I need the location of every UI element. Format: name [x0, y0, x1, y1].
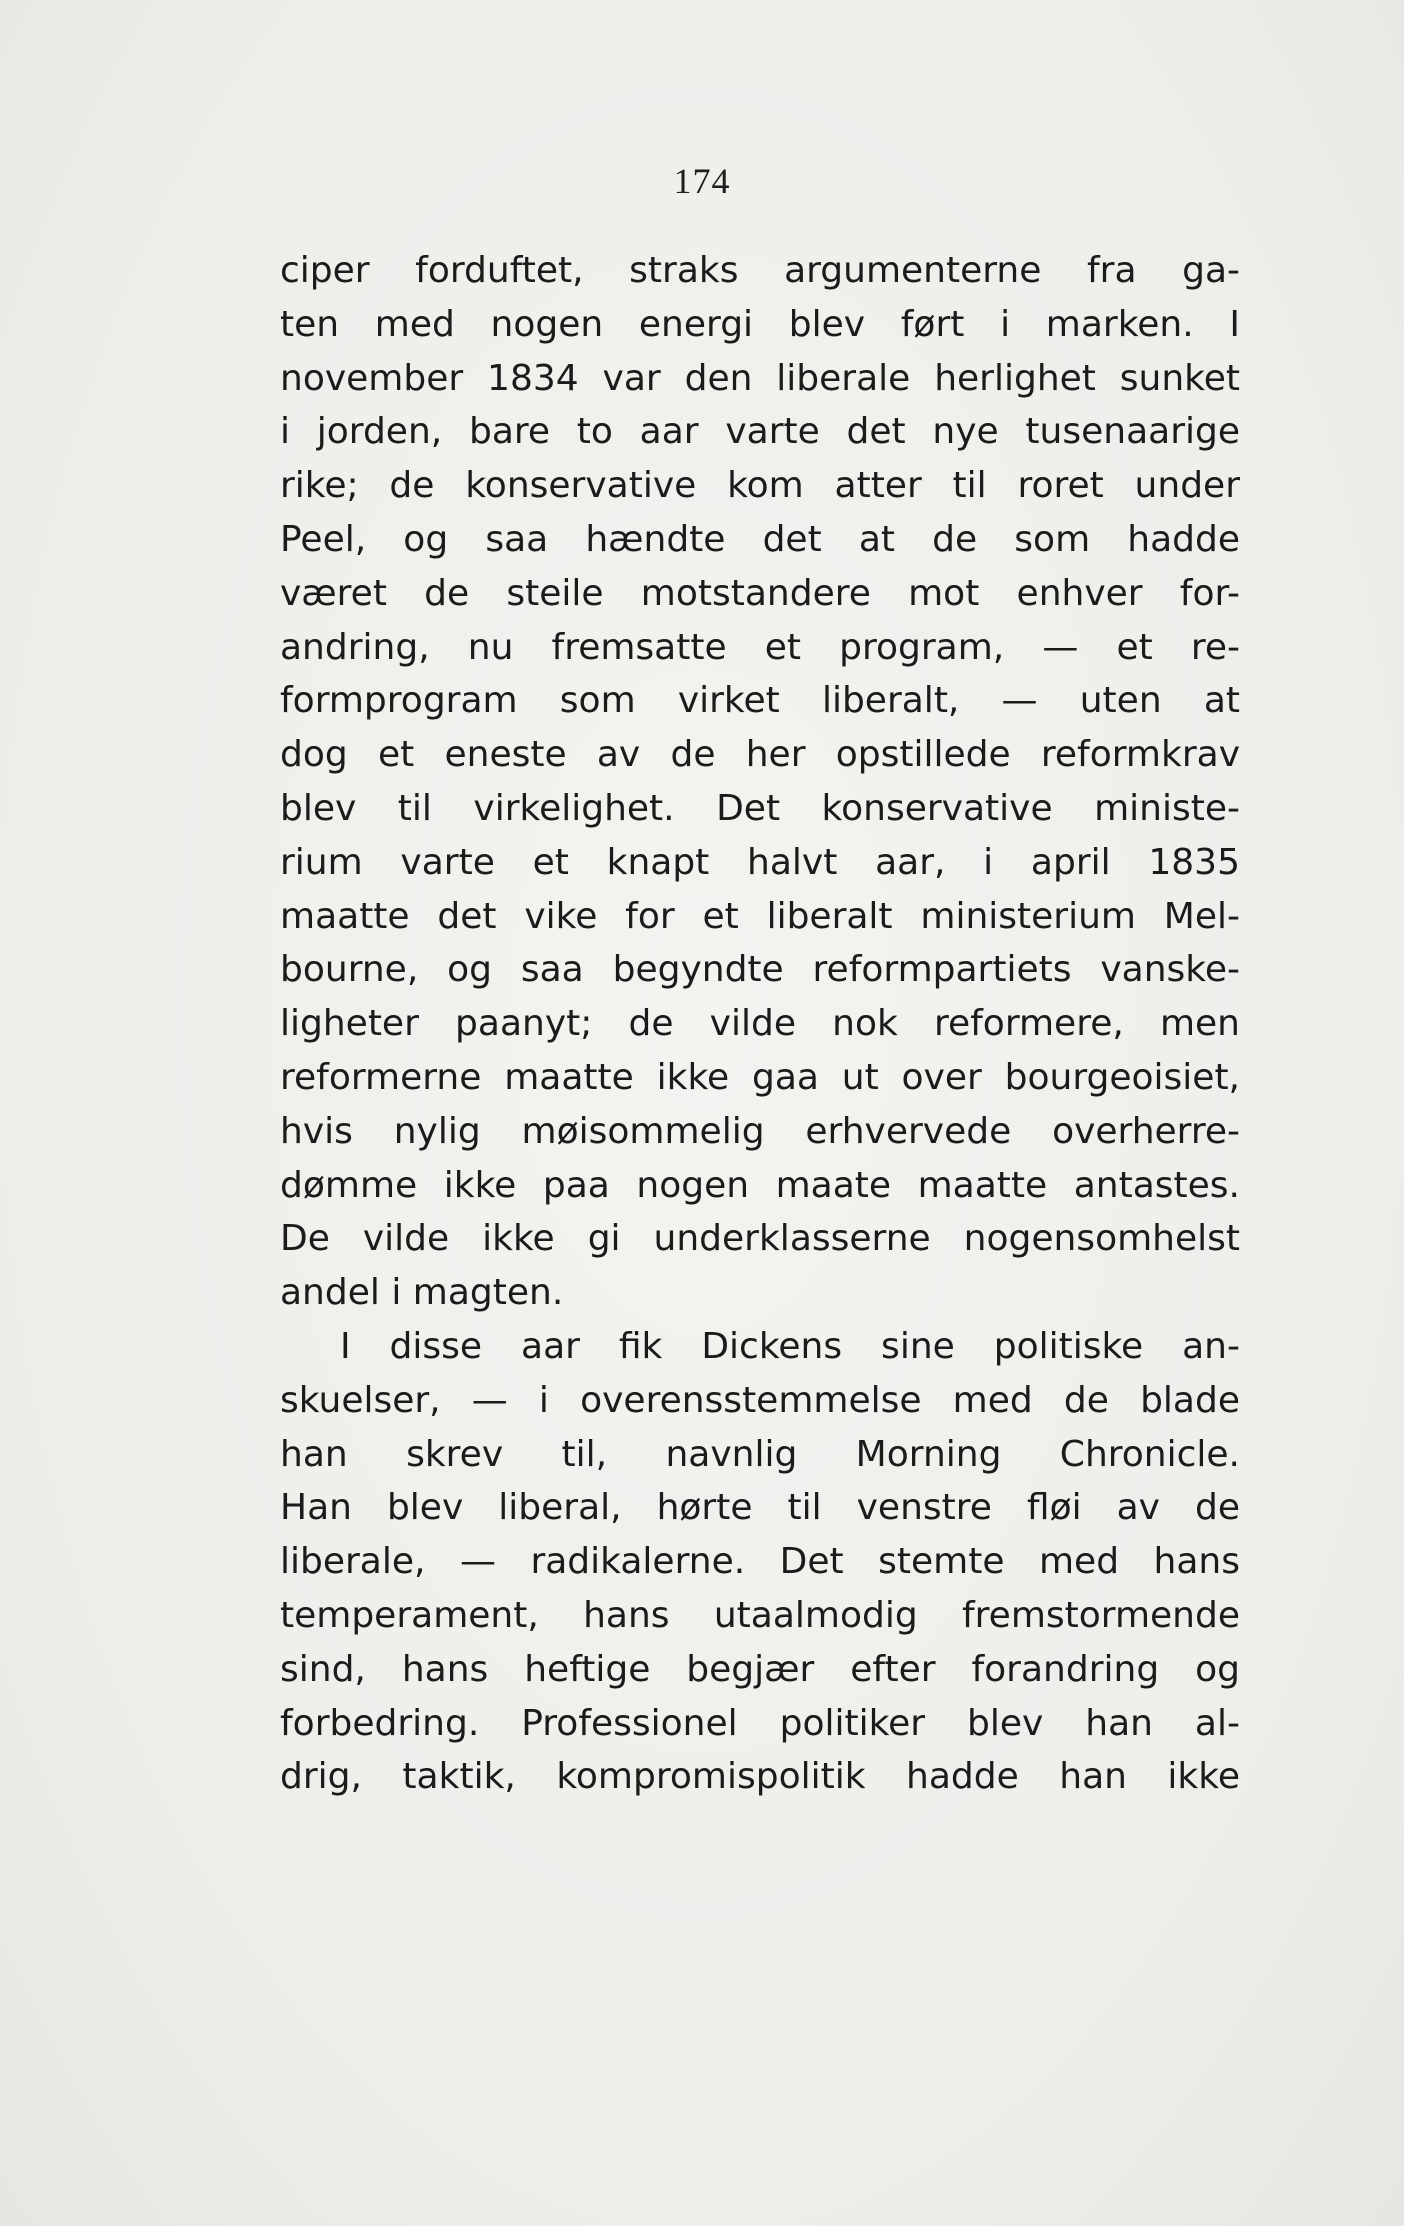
- text-line: hvis nylig møisommelig erhvervede overherre-: [280, 1110, 1240, 1152]
- text-line: reformerne maatte ikke gaa ut over bourgeoisiet,: [280, 1056, 1240, 1098]
- text-line: bourne, og saa begyndte reformpartiets vanske-: [280, 949, 1240, 991]
- text-line: været de steile motstandere mot enhver for-: [280, 572, 1240, 614]
- text-line: dog et eneste av de her opstillede reformkrav: [280, 734, 1240, 776]
- text-line: november 1834 var den liberale herlighet sunket: [280, 357, 1240, 399]
- text-line: drig, taktik, kompromispolitik hadde han ikke: [280, 1756, 1240, 1798]
- text-line: ligheter paanyt; de vilde nok reformere, men: [280, 1003, 1240, 1045]
- page-number: 174: [673, 161, 731, 201]
- text-line: dømme ikke paa nogen maate maatte antastes.: [280, 1164, 1240, 1206]
- body-text: [280, 244, 1240, 1804]
- text-line: liberale, — radikalerne. Det stemte med hans: [280, 1541, 1240, 1583]
- text-line: han skrev til, navnlig Morning Chronicle.: [280, 1433, 1240, 1475]
- text-line: skuelser, — i overensstemmelse med de blade: [280, 1379, 1240, 1421]
- text-line: I disse aar fik Dickens sine politiske an-: [340, 1325, 1240, 1367]
- text-line: forbedring. Professionel politiker blev han al-: [280, 1702, 1240, 1744]
- text-line: ciper forduftet, straks argumenterne fra ga-: [280, 250, 1240, 291]
- text-line: temperament, hans utaalmodig fremstormende: [280, 1594, 1240, 1636]
- text-line: andring, nu fremsatte et program, — et re-: [280, 626, 1240, 668]
- text-line: Peel, og saa hændte det at de som hadde: [280, 518, 1240, 560]
- text-line: blev til virkelighet. Det konservative ministe-: [280, 787, 1240, 829]
- text-line: rium varte et knapt halvt aar, i april 1835: [280, 841, 1240, 883]
- text-line: sind, hans heftige begjær efter forandring og: [280, 1648, 1240, 1690]
- text-line: andel i magten.: [280, 1272, 564, 1314]
- text-line: ten med nogen energi blev ført i marken. I: [280, 303, 1240, 345]
- text-line: Han blev liberal, hørte til venstre fløi av de: [280, 1487, 1240, 1529]
- text-line: i jorden, bare to aar varte det nye tusenaarige: [280, 411, 1240, 453]
- text-line: rike; de konservative kom atter til roret under: [280, 465, 1240, 507]
- text-line: De vilde ikke gi underklasserne nogensomhelst: [280, 1218, 1240, 1260]
- text-line: maatte det vike for et liberalt ministerium Mel-: [280, 895, 1240, 937]
- text-line: formprogram som virket liberalt, — uten at: [280, 680, 1240, 722]
